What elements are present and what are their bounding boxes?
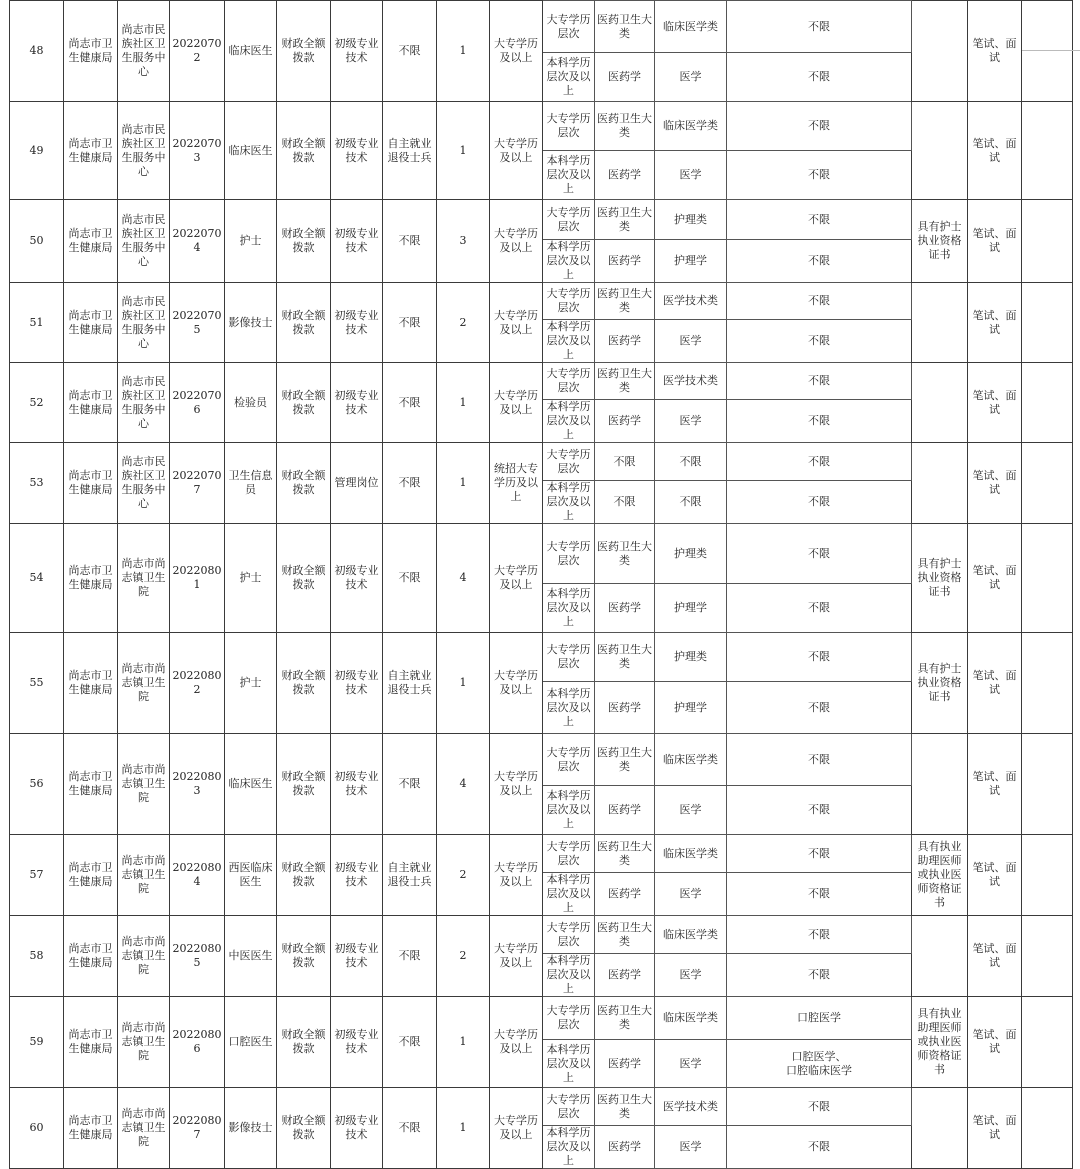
recruitment-table [9,0,1073,1169]
post-type-cell: 初级专业 技术 [331,283,383,363]
major-name-cell: 不限 [727,584,912,633]
edu-level-cell: 本科学历 层次及以 上 [543,786,595,835]
post-code-cell: 20220807 [170,1088,225,1169]
edu-level-cell: 大专学历 层次 [543,283,595,320]
funding-cell: 财政全额 拨款 [277,1,331,102]
major-name-cell: 不限 [727,481,912,524]
major-category-cell: 医药卫生大类 [595,633,655,682]
education-cell: 大专学历 及以上 [490,200,543,283]
edu-level-cell: 本科学历 层次及以 上 [543,320,595,363]
department-cell: 尚志市卫 生健康局 [64,997,118,1088]
post-type-cell: 初级专业 技术 [331,633,383,734]
major-category-cell: 医药学 [595,400,655,443]
post-name-cell: 口腔医生 [225,997,277,1088]
unit-cell: 尚志市民 族社区卫 生服务中 心 [118,363,170,443]
row-number: 55 [10,633,64,734]
quota-cell: 2 [437,916,490,997]
major-name-cell: 不限 [727,240,912,283]
blank-cell [1022,734,1073,835]
blank-cell [1022,443,1073,524]
education-cell: 大专学历 及以上 [490,835,543,916]
post-type-cell: 初级专业 技术 [331,1,383,102]
unit-cell: 尚志市尚 志镇卫生 院 [118,997,170,1088]
row-number: 59 [10,997,64,1088]
post-code-cell: 20220803 [170,734,225,835]
major-name-cell: 不限 [727,873,912,916]
table-row [10,524,1073,584]
exam-method-cell: 笔试、面 试 [968,524,1022,633]
major-name-cell: 不限 [727,363,912,400]
major-class-cell: 临床医学类 [655,102,727,151]
row-number: 52 [10,363,64,443]
edu-level-cell: 本科学历 层次及以 上 [543,1126,595,1169]
edu-level-cell: 大专学历 层次 [543,102,595,151]
table-row [10,200,1073,240]
post-name-cell: 检验员 [225,363,277,443]
major-class-cell: 护理学 [655,584,727,633]
post-code-cell: 20220704 [170,200,225,283]
major-class-cell: 护理类 [655,524,727,584]
target-cell: 不限 [383,734,437,835]
blank-cell [1022,916,1073,997]
edu-level-cell: 本科学历 层次及以 上 [543,584,595,633]
post-type-cell: 管理岗位 [331,443,383,524]
other-requirements-cell [912,283,968,363]
major-category-cell: 医药卫生大类 [595,916,655,954]
post-code-cell: 20220806 [170,997,225,1088]
funding-cell: 财政全额 拨款 [277,443,331,524]
edu-level-cell: 本科学历 层次及以 上 [543,954,595,997]
major-class-cell: 医学 [655,1040,727,1088]
other-requirements-cell [912,916,968,997]
education-cell: 大专学历 及以上 [490,524,543,633]
major-class-cell: 医学技术类 [655,363,727,400]
department-cell: 尚志市卫 生健康局 [64,283,118,363]
major-class-cell: 医学技术类 [655,283,727,320]
major-name-cell: 不限 [727,835,912,873]
department-cell: 尚志市卫 生健康局 [64,1088,118,1169]
blank-cell [1022,283,1073,363]
major-category-cell: 医药卫生大 类 [595,283,655,320]
other-requirements-cell: 具有护士 执业资格 证书 [912,633,968,734]
blank-cell [1022,363,1073,443]
major-category-cell: 不限 [595,443,655,481]
target-cell: 不限 [383,916,437,997]
table-row [10,633,1073,682]
edu-level-cell: 大专学历 层次 [543,916,595,954]
major-class-cell: 护理类 [655,200,727,240]
blank-cell [1022,102,1073,200]
department-cell: 尚志市卫 生健康局 [64,734,118,835]
unit-cell: 尚志市民 族社区卫 生服务中 心 [118,200,170,283]
post-code-cell: 20220804 [170,835,225,916]
post-code-cell: 20220707 [170,443,225,524]
major-category-cell: 医药学 [595,584,655,633]
post-code-cell: 20220805 [170,916,225,997]
edu-level-cell: 大专学历 层次 [543,524,595,584]
post-code-cell: 20220801 [170,524,225,633]
major-name-cell: 不限 [727,320,912,363]
row-number: 49 [10,102,64,200]
department-cell: 尚志市卫 生健康局 [64,102,118,200]
exam-method-cell: 笔试、面 试 [968,835,1022,916]
target-cell: 不限 [383,997,437,1088]
blank-cell [1022,633,1073,734]
post-code-cell: 20220703 [170,102,225,200]
post-name-cell: 中医医生 [225,916,277,997]
major-name-cell: 不限 [727,1,912,53]
unit-cell: 尚志市尚 志镇卫生 院 [118,524,170,633]
major-class-cell: 临床医学类 [655,1,727,53]
post-name-cell: 护士 [225,524,277,633]
major-category-cell: 医药卫生大类 [595,734,655,786]
exam-method-cell: 笔试、面 试 [968,734,1022,835]
edu-level-cell: 大专学历 层次 [543,1,595,53]
major-category-cell: 医药学 [595,320,655,363]
major-name-cell: 不限 [727,916,912,954]
edu-level-cell: 大专学历 层次 [543,997,595,1040]
row-number: 56 [10,734,64,835]
row-number: 57 [10,835,64,916]
major-name-cell: 口腔医学、 口腔临床医学 [727,1040,912,1088]
major-category-cell: 医药学 [595,682,655,734]
target-cell: 不限 [383,1088,437,1169]
edu-level-cell: 大专学历 层次 [543,200,595,240]
major-category-cell: 医药学 [595,786,655,835]
post-name-cell: 护士 [225,200,277,283]
funding-cell: 财政全额 拨款 [277,1088,331,1169]
target-cell: 不限 [383,524,437,633]
major-category-cell: 不限 [595,481,655,524]
exam-method-cell: 笔试、面 试 [968,363,1022,443]
major-class-cell: 医学 [655,1126,727,1169]
blank-cell [1022,524,1073,633]
edu-level-cell: 大专学历 层次 [543,835,595,873]
table-row [10,835,1073,873]
major-category-cell: 医药卫生大类 [595,835,655,873]
unit-cell: 尚志市尚 志镇卫生 院 [118,633,170,734]
major-category-cell: 医药卫生大 类 [595,1,655,53]
post-type-cell: 初级专业 技术 [331,916,383,997]
post-code-cell: 20220705 [170,283,225,363]
target-cell: 不限 [383,283,437,363]
quota-cell: 2 [437,835,490,916]
exam-method-cell: 笔试、面 试 [968,633,1022,734]
exam-method-cell: 笔试、面 试 [968,997,1022,1088]
major-category-cell: 医药学 [595,240,655,283]
major-category-cell: 医药学 [595,151,655,200]
major-class-cell: 医学 [655,151,727,200]
major-class-cell: 医学 [655,400,727,443]
quota-cell: 1 [437,102,490,200]
major-class-cell: 临床医学类 [655,734,727,786]
row-number: 50 [10,200,64,283]
post-type-cell: 初级专业 技术 [331,363,383,443]
post-type-cell: 初级专业 技术 [331,102,383,200]
major-name-cell: 不限 [727,524,912,584]
unit-cell: 尚志市民 族社区卫 生服务中 心 [118,1,170,102]
other-requirements-cell [912,1,968,102]
edu-level-cell: 本科学历 层次及以 上 [543,151,595,200]
blank-cell [1022,200,1073,283]
post-name-cell: 护士 [225,633,277,734]
exam-method-cell: 笔试、面 试 [968,1088,1022,1169]
blank-cell [1022,1,1073,102]
major-class-cell: 不限 [655,443,727,481]
major-name-cell: 不限 [727,102,912,151]
other-requirements-cell [912,443,968,524]
other-requirements-cell: 具有执业 助理医师 或执业医 师资格证 书 [912,835,968,916]
major-class-cell: 护理学 [655,240,727,283]
target-cell: 不限 [383,363,437,443]
unit-cell: 尚志市尚 志镇卫生 院 [118,1088,170,1169]
major-name-cell: 不限 [727,734,912,786]
major-class-cell: 医学 [655,954,727,997]
major-class-cell: 医学 [655,320,727,363]
major-category-cell: 医药学 [595,53,655,102]
quota-cell: 1 [437,1088,490,1169]
unit-cell: 尚志市民 族社区卫 生服务中 心 [118,283,170,363]
quota-cell: 1 [437,633,490,734]
target-cell: 不限 [383,1,437,102]
edu-level-cell: 大专学历 层次 [543,633,595,682]
major-name-cell: 不限 [727,1088,912,1126]
major-category-cell: 医药学 [595,1126,655,1169]
education-cell: 大专学历 及以上 [490,1088,543,1169]
edu-level-cell: 大专学历 层次 [543,1088,595,1126]
major-class-cell: 医学技术类 [655,1088,727,1126]
target-cell: 不限 [383,200,437,283]
row-number: 60 [10,1088,64,1169]
major-category-cell: 医药卫生大类 [595,997,655,1040]
education-cell: 大专学历 及以上 [490,363,543,443]
department-cell: 尚志市卫 生健康局 [64,524,118,633]
major-class-cell: 医学 [655,786,727,835]
edu-level-cell: 本科学历 层次及以 上 [543,873,595,916]
blank-cell [1022,835,1073,916]
quota-cell: 2 [437,283,490,363]
post-name-cell: 卫生信息 员 [225,443,277,524]
row-number: 51 [10,283,64,363]
target-cell: 不限 [383,443,437,524]
unit-cell: 尚志市尚 志镇卫生 院 [118,916,170,997]
table-row [10,997,1073,1040]
blank-cell [1022,1088,1073,1169]
edu-level-cell: 本科学历 层次及以 上 [543,400,595,443]
edu-level-cell: 大专学历 层次 [543,363,595,400]
funding-cell: 财政全额 拨款 [277,200,331,283]
major-name-cell: 不限 [727,954,912,997]
major-category-cell: 医药学 [595,954,655,997]
education-cell: 大专学历 及以上 [490,1,543,102]
table-row [10,102,1073,151]
exam-method-cell: 笔试、面 试 [968,1,1022,102]
funding-cell: 财政全额 拨款 [277,916,331,997]
department-cell: 尚志市卫 生健康局 [64,835,118,916]
other-requirements-cell [912,734,968,835]
sheet-edge-line [1022,50,1080,51]
funding-cell: 财政全额 拨款 [277,524,331,633]
other-requirements-cell [912,363,968,443]
major-name-cell: 不限 [727,786,912,835]
post-type-cell: 初级专业 技术 [331,524,383,633]
major-name-cell: 不限 [727,682,912,734]
major-name-cell: 不限 [727,151,912,200]
department-cell: 尚志市卫 生健康局 [64,633,118,734]
major-class-cell: 临床医学类 [655,916,727,954]
exam-method-cell: 笔试、面 试 [968,916,1022,997]
funding-cell: 财政全额 拨款 [277,835,331,916]
edu-level-cell: 本科学历 层次及以 上 [543,1040,595,1088]
row-number: 53 [10,443,64,524]
quota-cell: 1 [437,363,490,443]
post-code-cell: 20220706 [170,363,225,443]
education-cell: 大专学历 及以上 [490,283,543,363]
department-cell: 尚志市卫 生健康局 [64,916,118,997]
target-cell: 自主就业 退役士兵 [383,835,437,916]
major-class-cell: 不限 [655,481,727,524]
quota-cell: 4 [437,734,490,835]
blank-cell [1022,997,1073,1088]
education-cell: 统招大专 学历及以 上 [490,443,543,524]
quota-cell: 1 [437,997,490,1088]
other-requirements-cell [912,1088,968,1169]
major-class-cell: 医学 [655,53,727,102]
major-name-cell: 不限 [727,53,912,102]
exam-method-cell: 笔试、面 试 [968,102,1022,200]
table-row [10,734,1073,786]
major-class-cell: 护理类 [655,633,727,682]
major-category-cell: 医药学 [595,1040,655,1088]
other-requirements-cell: 具有护士 执业资格 证书 [912,524,968,633]
post-code-cell: 20220702 [170,1,225,102]
major-category-cell: 医药卫生大 类 [595,102,655,151]
major-name-cell: 口腔医学 [727,997,912,1040]
exam-method-cell: 笔试、面 试 [968,283,1022,363]
department-cell: 尚志市卫 生健康局 [64,363,118,443]
department-cell: 尚志市卫 生健康局 [64,200,118,283]
edu-level-cell: 大专学历 层次 [543,443,595,481]
major-name-cell: 不限 [727,400,912,443]
edu-level-cell: 本科学历 层次及以 上 [543,240,595,283]
post-name-cell: 临床医生 [225,102,277,200]
department-cell: 尚志市卫 生健康局 [64,443,118,524]
education-cell: 大专学历 及以上 [490,997,543,1088]
major-category-cell: 医药卫生大 类 [595,200,655,240]
quota-cell: 4 [437,524,490,633]
unit-cell: 尚志市民 族社区卫 生服务中 心 [118,102,170,200]
edu-level-cell: 本科学历 层次及以 上 [543,481,595,524]
education-cell: 大专学历 及以上 [490,633,543,734]
education-cell: 大专学历 及以上 [490,102,543,200]
unit-cell: 尚志市尚 志镇卫生 院 [118,734,170,835]
major-class-cell: 护理学 [655,682,727,734]
other-requirements-cell: 具有执业 助理医师 或执业医 师资格证 书 [912,997,968,1088]
post-name-cell: 临床医生 [225,734,277,835]
major-name-cell: 不限 [727,283,912,320]
quota-cell: 1 [437,1,490,102]
table-row [10,1088,1073,1126]
table-row [10,916,1073,954]
post-type-cell: 初级专业 技术 [331,1088,383,1169]
education-cell: 大专学历 及以上 [490,734,543,835]
funding-cell: 财政全额 拨款 [277,363,331,443]
major-category-cell: 医药卫生大 类 [595,363,655,400]
target-cell: 自主就业 退役士兵 [383,633,437,734]
funding-cell: 财政全额 拨款 [277,283,331,363]
edu-level-cell: 大专学历 层次 [543,734,595,786]
post-name-cell: 影像技士 [225,1088,277,1169]
major-name-cell: 不限 [727,1126,912,1169]
department-cell: 尚志市卫 生健康局 [64,1,118,102]
post-type-cell: 初级专业 技术 [331,835,383,916]
edu-level-cell: 本科学历 层次及以 上 [543,682,595,734]
major-category-cell: 医药卫生大类 [595,1088,655,1126]
row-number: 48 [10,1,64,102]
row-number: 54 [10,524,64,633]
education-cell: 大专学历 及以上 [490,916,543,997]
major-category-cell: 医药学 [595,873,655,916]
major-class-cell: 医学 [655,873,727,916]
exam-method-cell: 笔试、面 试 [968,200,1022,283]
row-number: 58 [10,916,64,997]
major-name-cell: 不限 [727,200,912,240]
table-row [10,443,1073,481]
major-name-cell: 不限 [727,443,912,481]
post-name-cell: 西医临床 医生 [225,835,277,916]
table-row [10,363,1073,400]
table-row [10,1,1073,53]
post-name-cell: 临床医生 [225,1,277,102]
major-category-cell: 医药卫生大类 [595,524,655,584]
unit-cell: 尚志市民 族社区卫 生服务中 心 [118,443,170,524]
funding-cell: 财政全额 拨款 [277,633,331,734]
post-type-cell: 初级专业 技术 [331,997,383,1088]
funding-cell: 财政全额 拨款 [277,102,331,200]
unit-cell: 尚志市尚 志镇卫生 院 [118,835,170,916]
edu-level-cell: 本科学历 层次及以 上 [543,53,595,102]
table-row [10,283,1073,320]
major-class-cell: 临床医学类 [655,997,727,1040]
other-requirements-cell: 具有护士 执业资格 证书 [912,200,968,283]
post-name-cell: 影像技士 [225,283,277,363]
target-cell: 自主就业 退役士兵 [383,102,437,200]
post-type-cell: 初级专业 技术 [331,200,383,283]
post-type-cell: 初级专业 技术 [331,734,383,835]
major-name-cell: 不限 [727,633,912,682]
major-class-cell: 临床医学类 [655,835,727,873]
post-code-cell: 20220802 [170,633,225,734]
exam-method-cell: 笔试、面 试 [968,443,1022,524]
funding-cell: 财政全额 拨款 [277,734,331,835]
other-requirements-cell [912,102,968,200]
quota-cell: 3 [437,200,490,283]
quota-cell: 1 [437,443,490,524]
funding-cell: 财政全额 拨款 [277,997,331,1088]
